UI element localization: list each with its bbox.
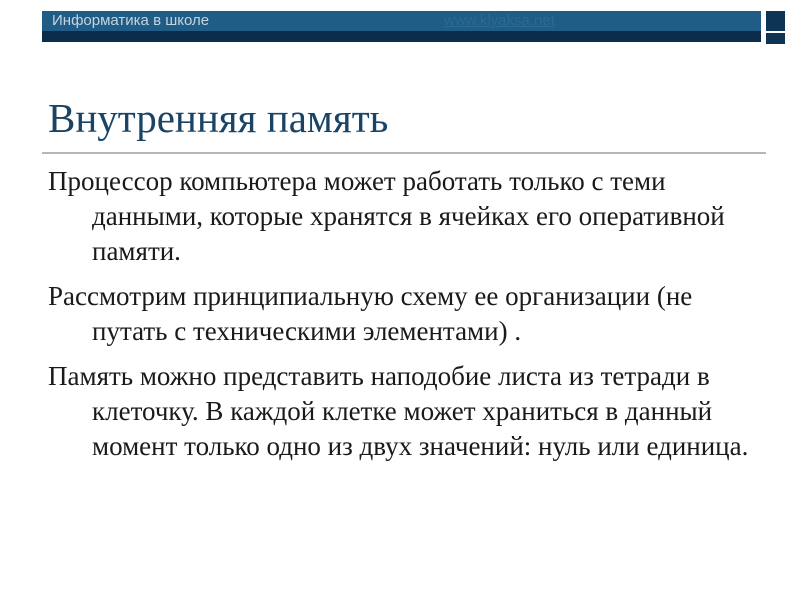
paragraph-2: Рассмотрим принципиальную схему ее организации (не путать с техническими элементами) . bbox=[48, 281, 693, 346]
corner-square-bottom bbox=[766, 33, 785, 44]
paragraph-1: Процессор компьютера может работать только с теми данными, которые хранятся в ячейках его оперативной памяти. bbox=[48, 166, 725, 266]
slide-body bbox=[48, 164, 768, 474]
slide-title: Внутренняя память bbox=[48, 95, 389, 141]
paragraph-3: Память можно представить наподобие листа из тетради в клеточку. В каждой клетке может храниться в данный момент только одно из двух значений: нуль или единица. bbox=[48, 361, 749, 461]
header-url-link[interactable]: www.klyaksa.net bbox=[444, 12, 555, 29]
header-bar-shadow bbox=[42, 31, 761, 42]
title-divider bbox=[42, 152, 766, 154]
corner-square-top bbox=[766, 11, 785, 31]
header-site-name: Информатика в школе bbox=[52, 12, 210, 29]
